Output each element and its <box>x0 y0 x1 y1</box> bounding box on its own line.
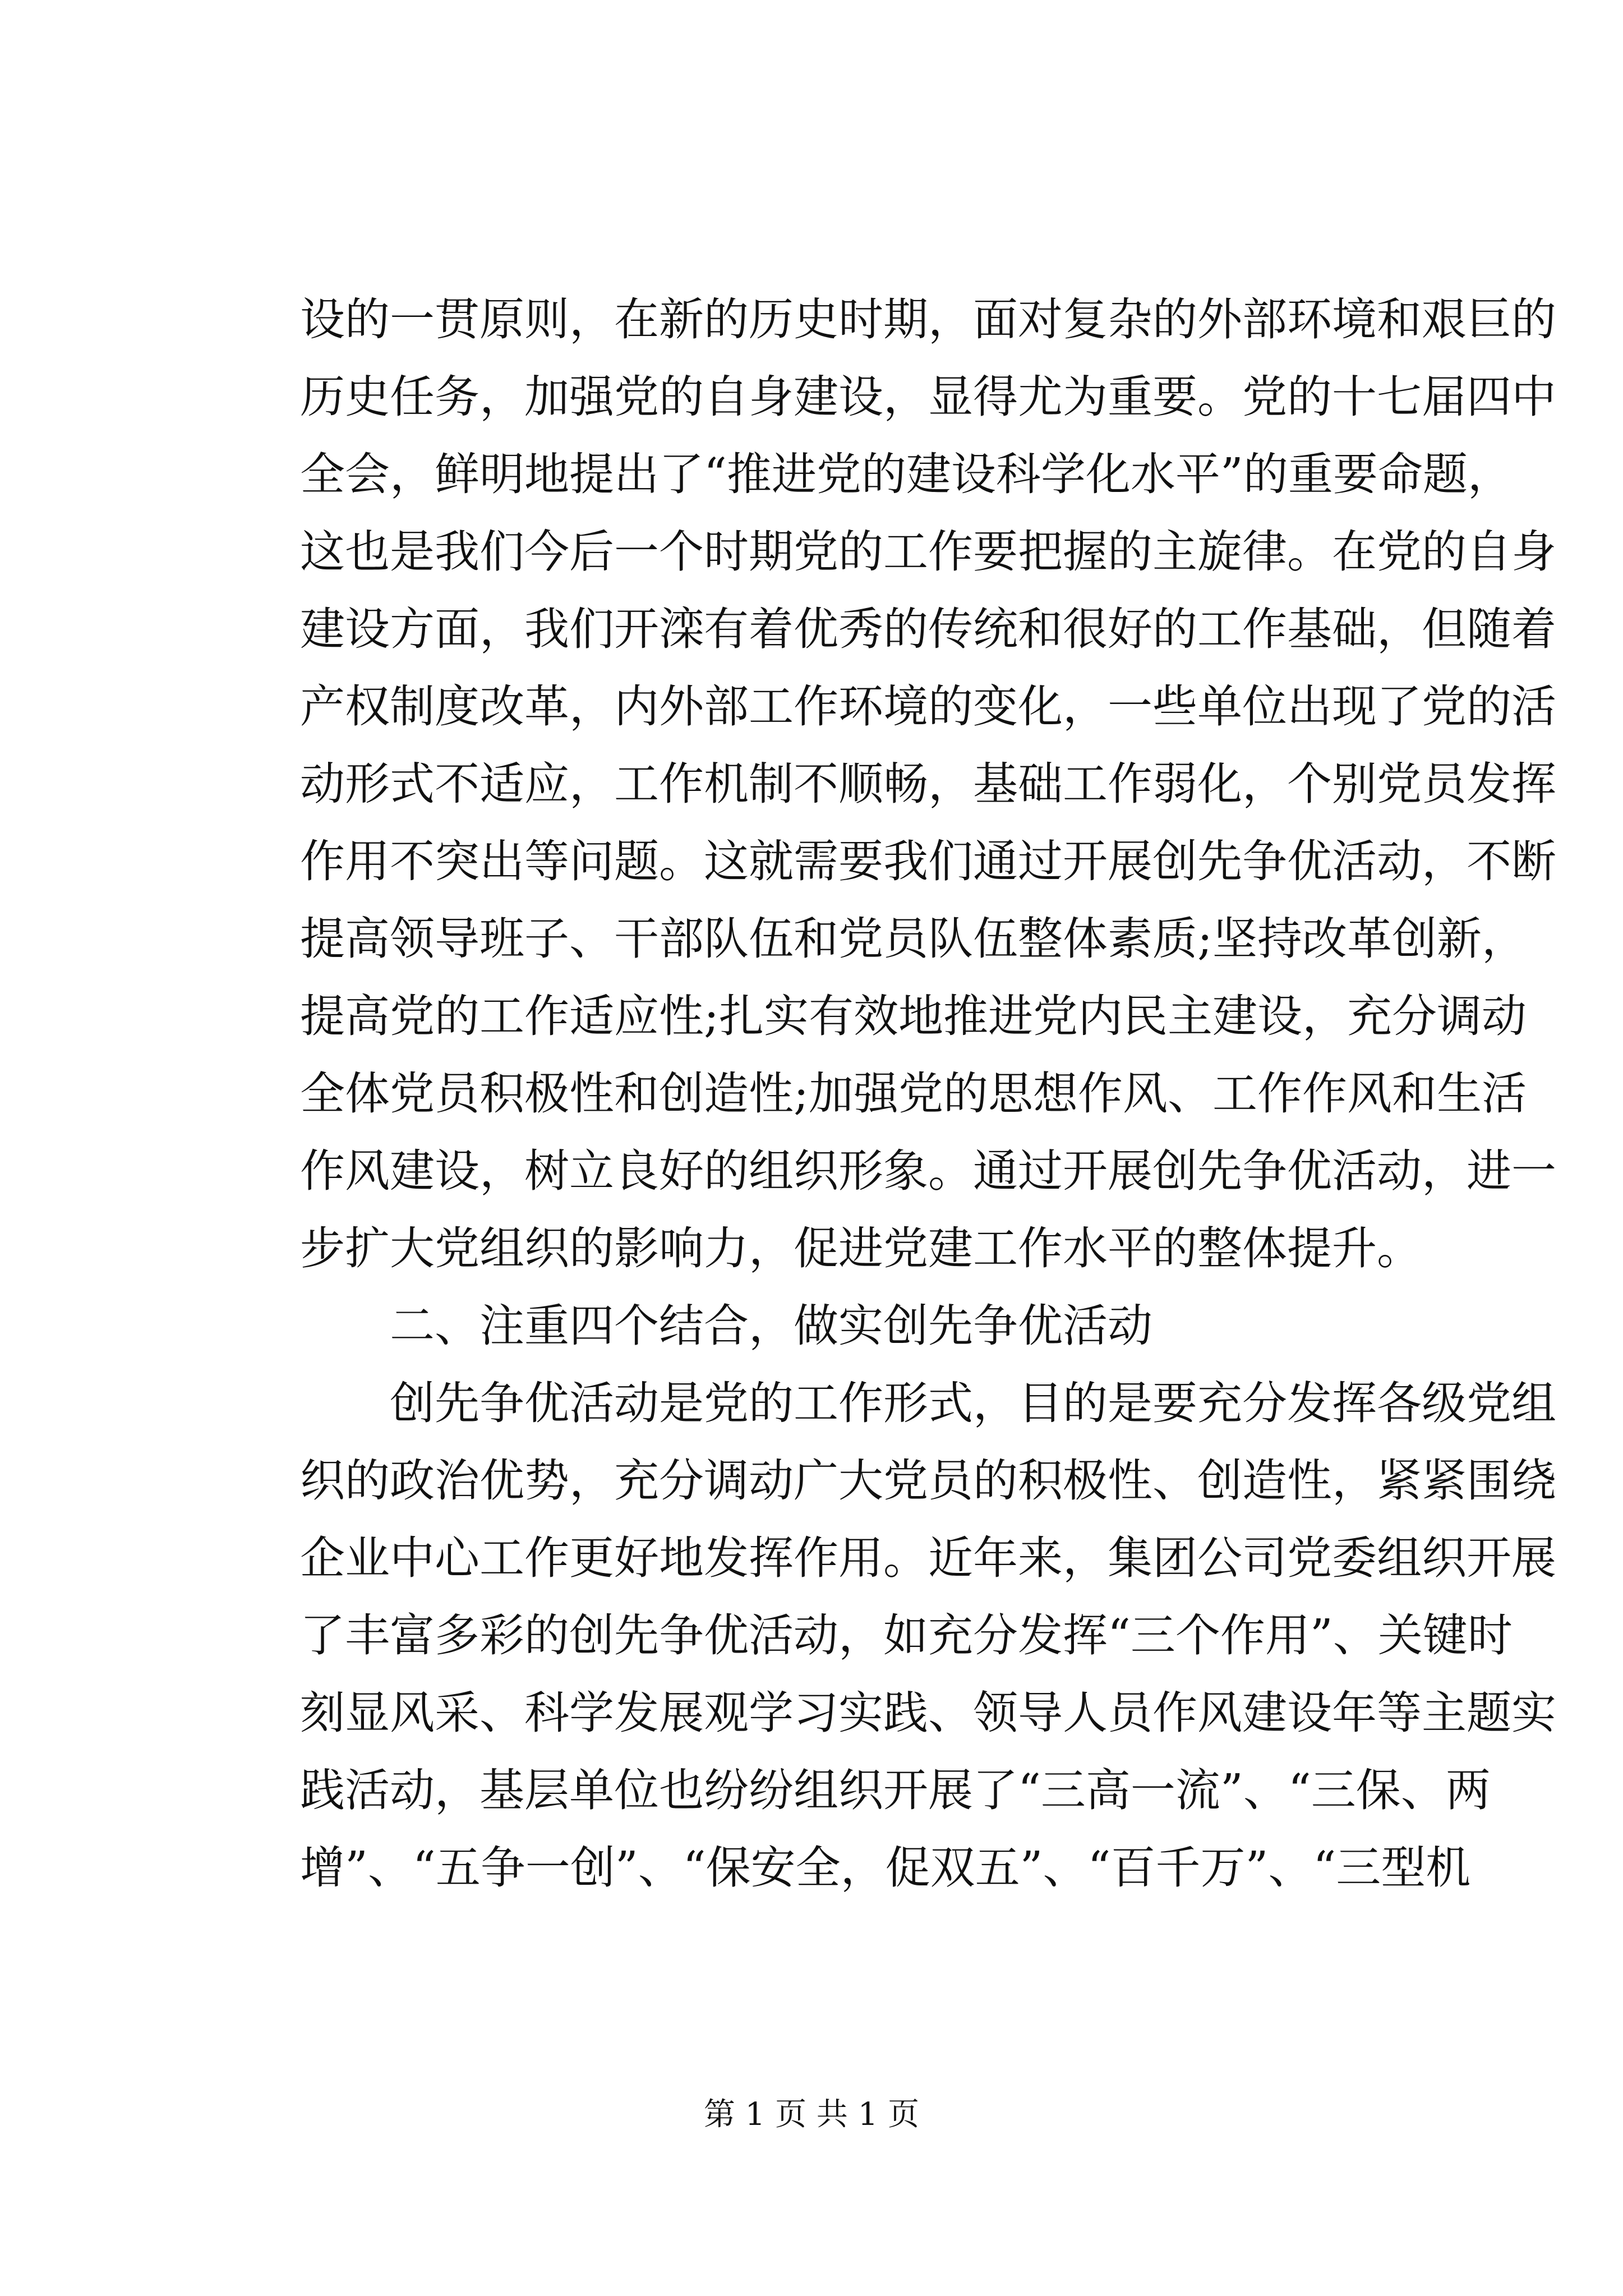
body-line: 践 活 动 ， 基 层 单 位 也 纷 纷 组 织 开 展 了 “ 三 高 一 流 ” 、 “ 三 保 、 两 <box>300 1764 1491 1816</box>
body-line: 这 也 是 我 们 今 后 一 个 时 期 党 的 工 作 要 把 握 的 主 旋 律 。 在 党 的 自 身 <box>300 526 1556 578</box>
body-line: 企 业 中 心 工 作 更 好 地 发 挥 作 用 。 近 年 来 ， 集 团 公 司 党 委 组 织 开 展 <box>300 1532 1556 1584</box>
body-line: 作 风 建 设 ， 树 立 良 好 的 组 织 形 象 。 通 过 开 展 创 先 争 优 活 动 ， 进 一 <box>300 1145 1556 1197</box>
section-heading: 二、注重四个结合，做实创先争优活动 <box>390 1300 1152 1352</box>
body-line: 历 史 任 务 ， 加 强 党 的 自 身 建 设 ， 显 得 尤 为 重 要 。 党 的 十 七 届 四 中 <box>300 371 1556 423</box>
body-line: 作 用 不 突 出 等 问 题 。 这 就 需 要 我 们 通 过 开 展 创 先 争 优 活 动 ， 不 断 <box>300 835 1556 887</box>
body-line: 建 设 方 面 ， 我 们 开 滦 有 着 优 秀 的 传 统 和 很 好 的 工 作 基 础 ， 但 随 着 <box>300 603 1556 655</box>
body-line: 产 权 制 度 改 革 ， 内 外 部 工 作 环 境 的 变 化 ， 一 些 单 位 出 现 了 党 的 活 <box>300 680 1556 733</box>
body-line: 全 会 ， 鲜 明 地 提 出 了 “ 推 进 党 的 建 设 科 学 化 水 平 ” 的 重 要 命 题 ， <box>300 448 1513 500</box>
body-line: 动 形 式 不 适 应 ， 工 作 机 制 不 顺 畅 ， 基 础 工 作 弱 化 ， 个 别 党 员 发 挥 <box>300 758 1556 810</box>
body-line: 提 高 领 导 班 子 、 干 部 队 伍 和 党 员 队 伍 整 体 素 质 ; 坚 持 改 革 创 新 ， <box>300 913 1527 965</box>
body-line: 全 体 党 员 积 极 性 和 创 造 性 ; 加 强 党 的 思 想 作 风 、 工 作 作 风 和 生 活 <box>300 1068 1527 1120</box>
body-line: 提 高 党 的 工 作 适 应 性 ; 扎 实 有 效 地 推 进 党 内 民 主 建 设 ， 充 分 调 动 <box>300 990 1527 1042</box>
body-line: 设 的 一 贯 原 则 ， 在 新 的 历 史 时 期 ， 面 对 复 杂 的 外 部 环 境 和 艰 巨 的 <box>300 293 1556 346</box>
body-line: 增 ” 、 “ 五 争 一 创 ” 、 “ 保 安 全 ， 促 双 五 ” 、 “ 百 千 万 ” 、 “ 三 型 机 <box>300 1842 1471 1894</box>
body-line: 刻 显 风 采 、 科 学 发 展 观 学 习 实 践 、 领 导 人 员 作 风 建 设 年 等 主 题 实 <box>300 1687 1556 1739</box>
paragraph-first-line: 创先争优活动是党的工作形式，目的是要充分发挥各级党组 <box>390 1377 1556 1429</box>
paragraph-last-line: 步扩大党组织的影响力，促进党建工作水平的整体提升。 <box>300 1222 1422 1274</box>
body-line: 织 的 政 治 优 势 ， 充 分 调 动 广 大 党 员 的 积 极 性 、 创 造 性 ， 紧 紧 围 绕 <box>300 1455 1556 1507</box>
body-line: 了 丰 富 多 彩 的 创 先 争 优 活 动 ， 如 充 分 发 挥 “ 三 个 作 用 ” 、 关 键 时 <box>300 1609 1513 1662</box>
page-number-footer: 第 1 页 共 1 页 <box>703 2096 920 2133</box>
